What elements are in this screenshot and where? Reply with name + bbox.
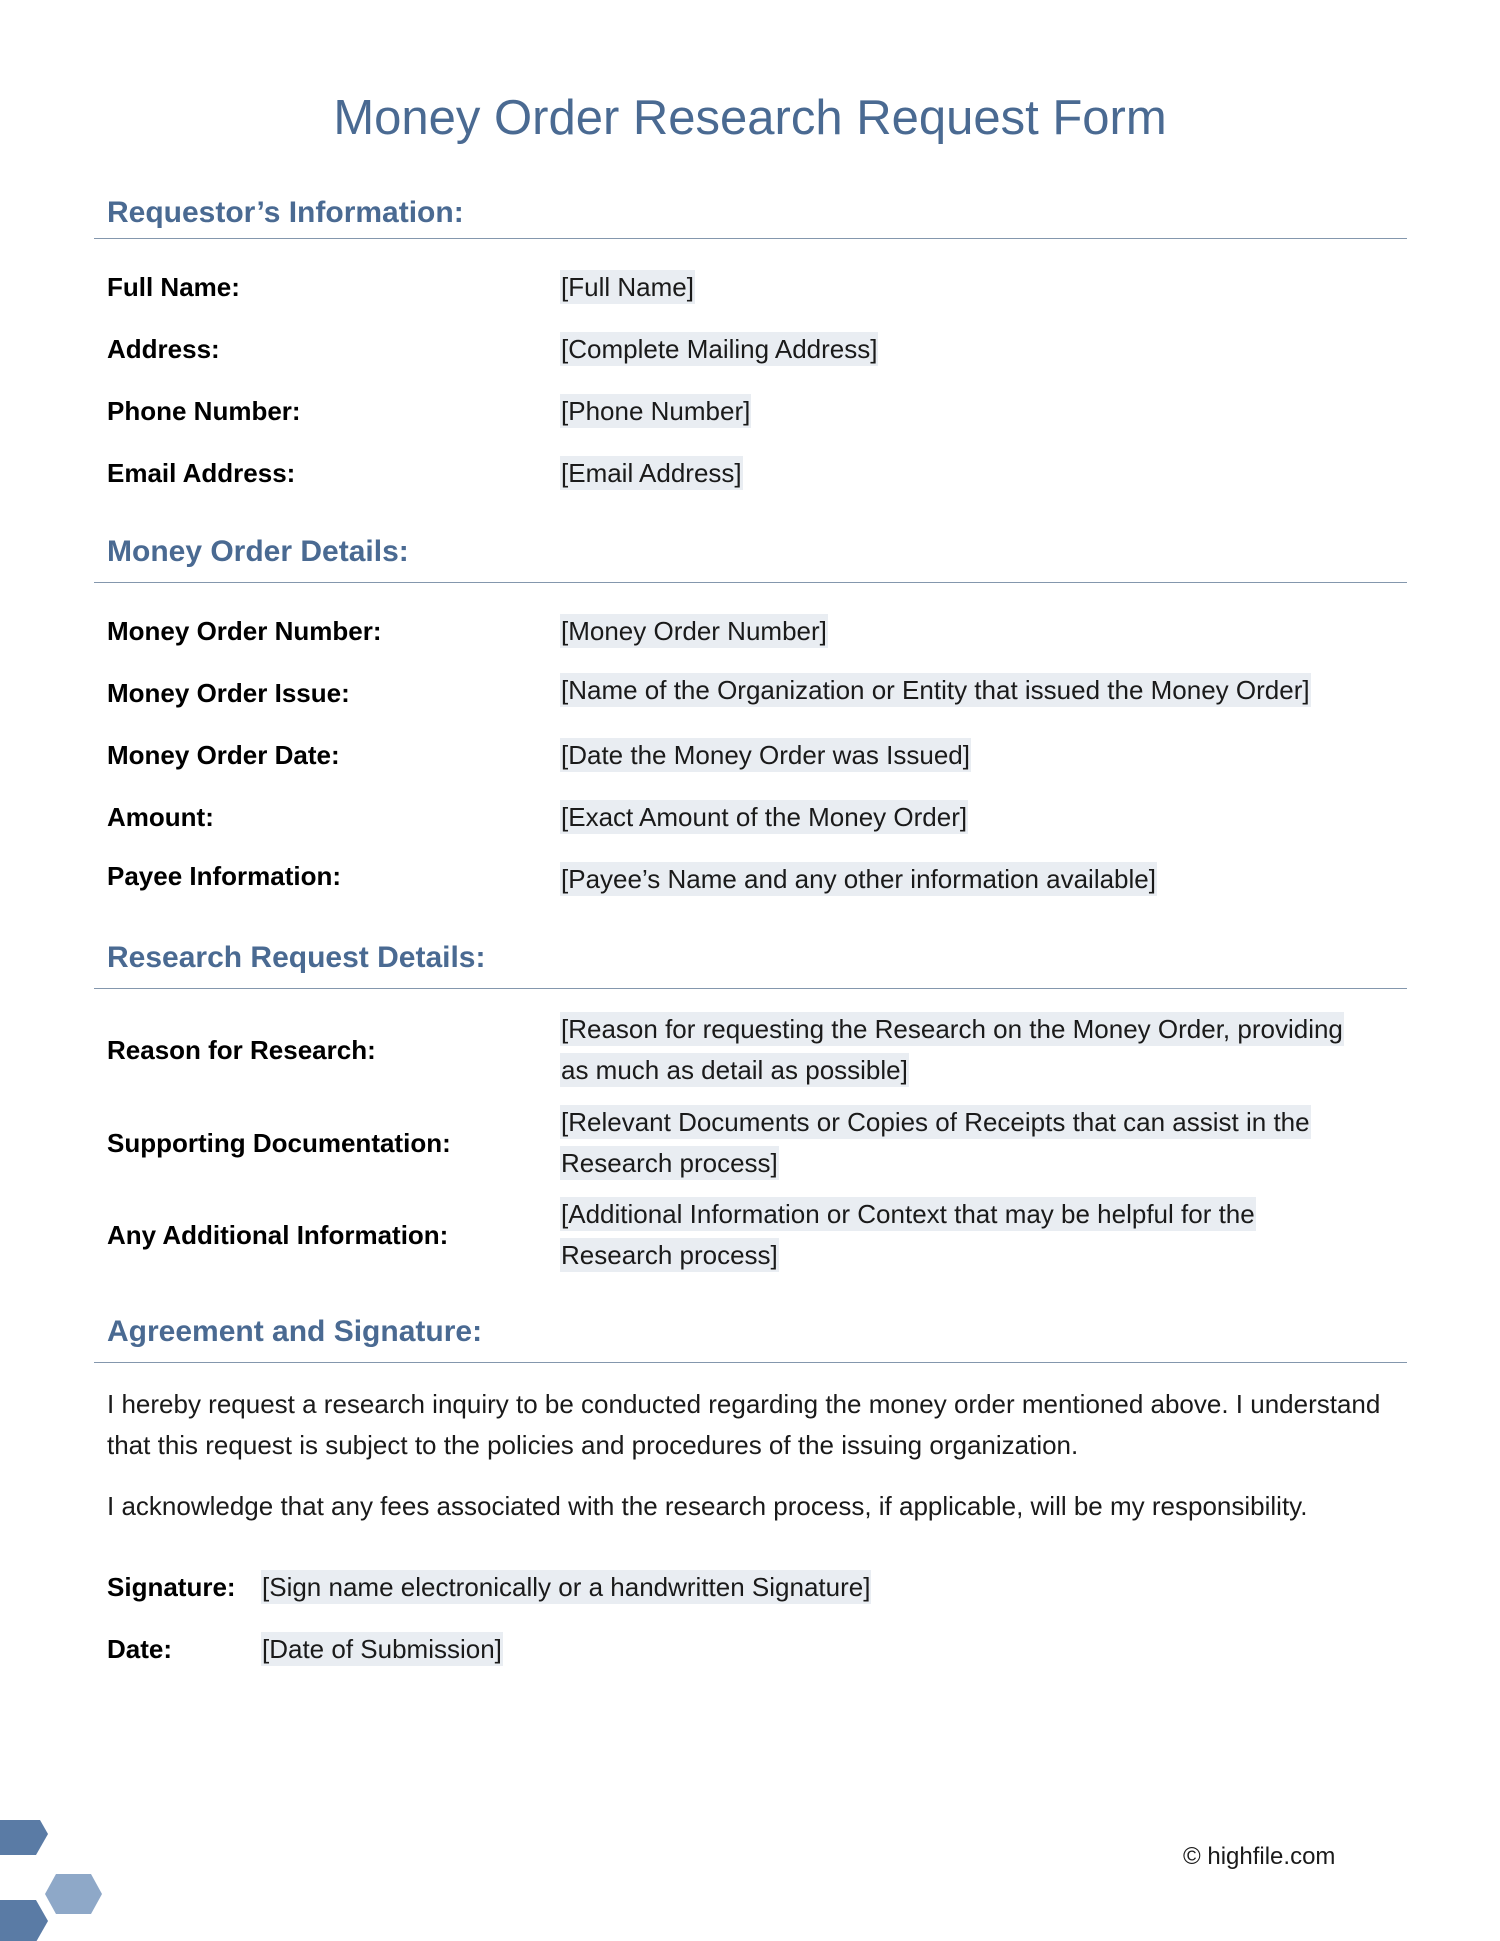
agreement-paragraph-1: I hereby request a research inquiry to be conducted regarding the money order mentioned above. I understand that this request is subject to the policies and procedures of the issuing organization. xyxy=(107,1389,1381,1460)
page-title: Money Order Research Request Form xyxy=(333,91,1167,145)
payee-information-label: Payee Information: xyxy=(107,861,342,891)
money-order-number-field[interactable] xyxy=(560,615,828,647)
email-address-label: Email Address: xyxy=(107,458,296,488)
hexagon-dark-bottom xyxy=(0,1900,48,1941)
hexagon-light-right xyxy=(45,1874,102,1914)
additional-information-label: Any Additional Information: xyxy=(107,1220,449,1250)
supporting-documentation-line-2: Research process] xyxy=(561,1148,778,1178)
section-heading-agreement: Agreement and Signature: xyxy=(107,1315,483,1348)
signature-value: [Sign name electronically or a handwritten Signature] xyxy=(262,1572,871,1602)
address-value: [Complete Mailing Address] xyxy=(561,334,878,364)
payee-information-field[interactable] xyxy=(560,863,1157,895)
amount-value: [Exact Amount of the Money Order] xyxy=(561,802,968,832)
supporting-documentation-line-1: [Relevant Documents or Copies of Receipts that can assist in the xyxy=(561,1107,1310,1137)
section-divider xyxy=(94,1362,1407,1363)
money-order-date-value: [Date the Money Order was Issued] xyxy=(561,740,970,770)
money-order-issue-field[interactable] xyxy=(560,674,1311,706)
additional-information-line-1: [Additional Information or Context that may be helpful for the xyxy=(561,1199,1255,1229)
full-name-field[interactable] xyxy=(560,271,695,303)
section-heading-money-order: Money Order Details: xyxy=(107,535,409,568)
section-divider xyxy=(94,582,1407,583)
reason-for-research-label: Reason for Research: xyxy=(107,1035,376,1065)
reason-for-research-line-2: as much as detail as possible] xyxy=(561,1055,908,1085)
agreement-paragraph-2: I acknowledge that any fees associated with the research process, if applicable, will be my responsibility. xyxy=(107,1491,1308,1521)
hexagon-dark-top xyxy=(0,1820,48,1855)
supporting-documentation-label: Supporting Documentation: xyxy=(107,1128,451,1158)
section-heading-requestor: Requestor’s Information: xyxy=(107,196,464,229)
full-name-label: Full Name: xyxy=(107,272,240,302)
section-heading-research: Research Request Details: xyxy=(107,941,486,974)
money-order-date-label: Money Order Date: xyxy=(107,740,340,770)
additional-information-field[interactable] xyxy=(560,1194,1400,1276)
signature-field[interactable] xyxy=(261,1571,871,1603)
amount-field[interactable] xyxy=(560,801,968,833)
additional-information-line-2: Research process] xyxy=(561,1240,778,1270)
phone-number-value: [Phone Number] xyxy=(561,396,751,426)
payee-information-value: [Payee’s Name and any other information available] xyxy=(561,864,1156,894)
date-label: Date: xyxy=(107,1634,173,1664)
hexagon-cluster-icon xyxy=(0,1820,110,1941)
address-label: Address: xyxy=(107,334,220,364)
phone-number-label: Phone Number: xyxy=(107,396,301,426)
section-divider xyxy=(94,988,1407,989)
address-field[interactable] xyxy=(560,333,878,365)
full-name-value: [Full Name] xyxy=(561,272,694,302)
date-field[interactable] xyxy=(261,1633,503,1665)
reason-for-research-line-1: [Reason for requesting the Research on the Money Order, providing xyxy=(561,1014,1343,1044)
signature-label: Signature: xyxy=(107,1572,236,1602)
phone-number-field[interactable] xyxy=(560,395,751,427)
section-divider xyxy=(94,238,1407,239)
money-order-date-field[interactable] xyxy=(560,739,971,771)
email-address-field[interactable] xyxy=(560,457,743,489)
reason-for-research-field[interactable] xyxy=(560,1009,1400,1091)
money-order-issue-value: [Name of the Organization or Entity that issued the Money Order] xyxy=(561,675,1310,705)
money-order-issue-label: Money Order Issue: xyxy=(107,678,350,708)
supporting-documentation-field[interactable] xyxy=(560,1102,1400,1184)
money-order-number-value: [Money Order Number] xyxy=(561,616,827,646)
date-value: [Date of Submission] xyxy=(262,1634,502,1664)
amount-label: Amount: xyxy=(107,802,214,832)
copyright-footer: © highfile.com xyxy=(1183,1843,1336,1870)
money-order-number-label: Money Order Number: xyxy=(107,616,382,646)
email-address-value: [Email Address] xyxy=(561,458,742,488)
